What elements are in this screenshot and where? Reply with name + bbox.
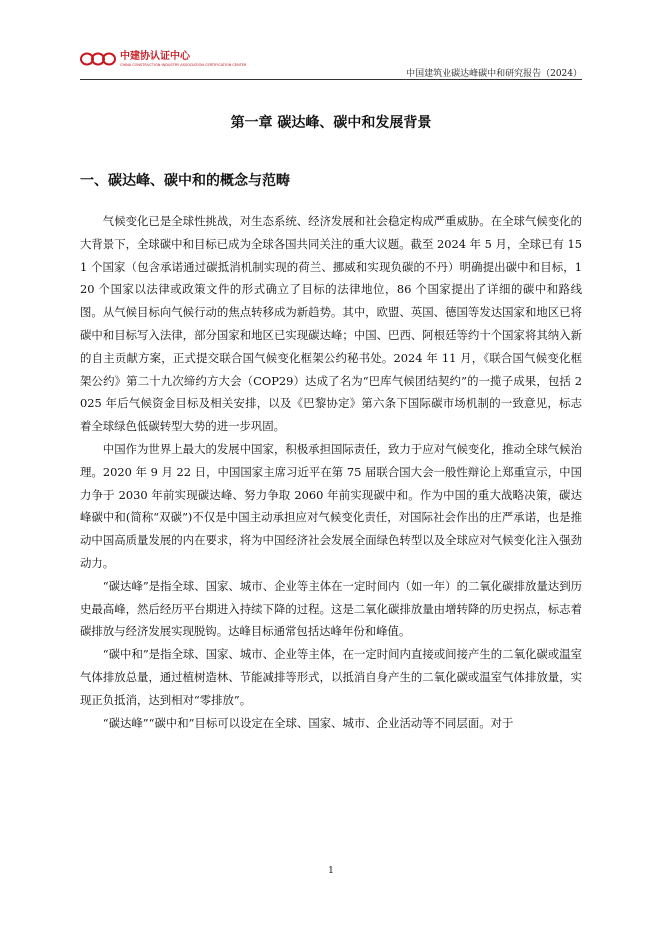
paragraph-china-commitment: 中国作为世界上最大的发展中国家，积极承担国际责任，致力于应对气候变化，推动全球气候治理。2020 年 9 月 22 日，中国国家主席习近平在第 75 届联合国大会一般性辩论上郑重宣示，中国力争于 2030 年前实现碳达峰、努力争取 2060 年前实现碳中和。作为中国的重大战略决策，碳达峰碳中和(简称“双碳”)不仅是中国主动承担应对气候变化责任，对国际社会作出的庄严承诺，也是推动中国高质量发展的内在要求，将为中国经济社会发展全面绿色转型以及全球应对气候变化注入强劲动力。 [80,441,582,570]
header-divider [80,79,582,80]
logo-text [120,52,246,68]
paragraph-carbon-neutrality-definition: “碳中和”是指全球、国家、城市、企业等主体，在一定时间内直接或间接产生的二氧化碳或温室气体排放总量，通过植树造林、节能减排等形式，以抵消自身产生的二氧化碳或温室气体排放量，实现正负抵消，达到相对“零排放”。 [80,647,582,707]
paragraph-carbon-peak-definition: “碳达峰”是指全球、国家、城市、企业等主体在一定时间内（如一年）的二氧化碳排放量达到历史最高峰，然后经历平台期进入持续下降的过程。这是二氧化碳排放量由增转降的历史拐点，标志着碳排放与经济发展实现脱钩。达峰目标通常包括达峰年份和峰值。 [80,578,582,639]
chapter-title: 第一章 碳达峰、碳中和发展背景 [230,115,432,131]
paragraph-global-context: 气候变化已是全球性挑战，对生态系统、经济发展和社会稳定构成严重威胁。在全球气候变化的大背景下，全球碳中和目标已成为全球各国共同关注的重大议题。截至 2024 年 5 月，全球已有 151 个国家（包含承诺通过碳抵消机制实现的荷兰、挪威和实现负碳的不丹）明确提出碳中和目标，120 个国家以法律或政策文件的形式确立了目标的法律地位，86 个国家提出了详细的碳中和路线图。从气候目标向气候行动的焦点转移成为新趋势。其中，欧盟、英国、德国等发达国家和地区已将碳中和目标写入法律，部分国家和地区已实现碳达峰；中国、巴西、阿根廷等约十个国家将其纳入新的自主贡献方案，正式提交联合国气候变化框架公约秘书处。2024 年 11 月，《联合国气候变化框架公约》第二十九次缔约方大会（COP29）达成了名为“巴库气候团结契约”的一揽子成果，包括 2025 年后气候资金目标及相关安排，以及《巴黎协定》第六条下国际碳市场机制的一致意见，标志着全球绿色低碳转型大势的进一步巩固。 [80,214,582,434]
body-text [80,210,582,734]
logo-name: 中建协认证中心 [120,51,190,62]
report-title: 中国建筑业碳达峰碳中和研究报告（2024） [406,69,582,79]
logo-rings-icon [80,52,116,66]
organization-logo [80,52,246,68]
logo-subtitle: CHINA CONSTRUCTION INDUSTRY ASSOCIATION CERTIFICATION CENTER [120,63,247,67]
page-number: 1 [328,866,334,876]
section-title: 一、碳达峰、碳中和的概念与范畴 [80,173,290,189]
page-header [80,46,582,82]
paragraph-target-levels: “碳达峰”“碳中和”目标可以设定在全球、国家、城市、企业活动等不同层面。对于 [102,715,514,730]
